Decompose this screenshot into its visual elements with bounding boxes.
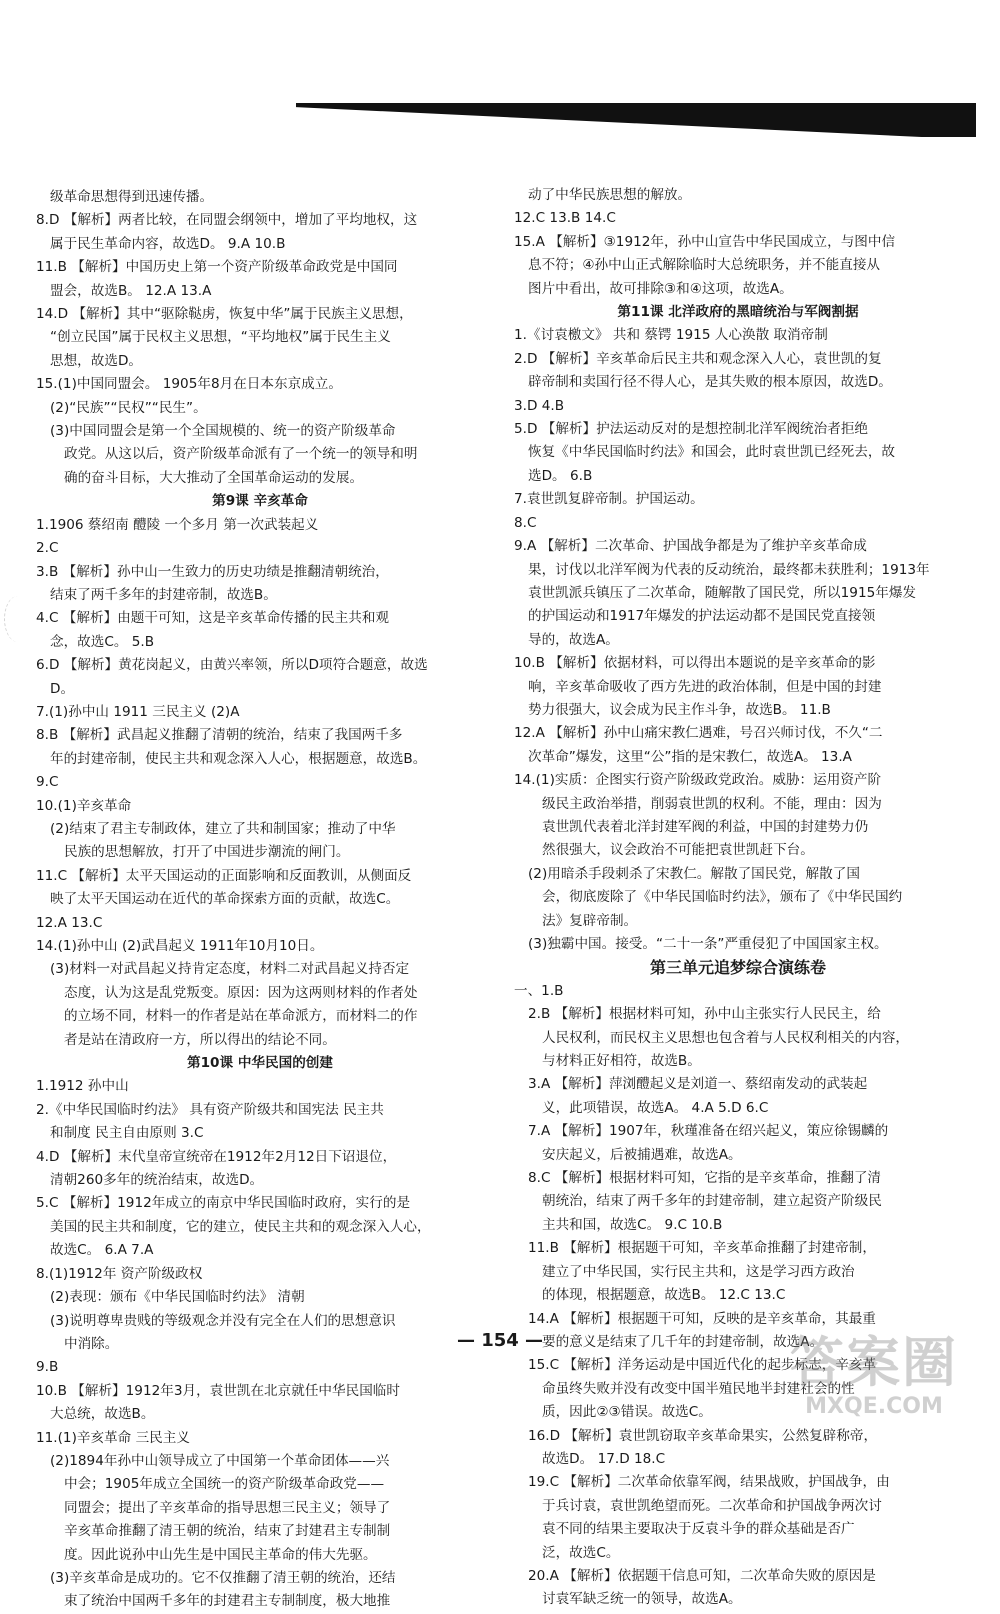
answer-line: 势力很强大，议会成为民主作斗争，故选B。 11.B (528, 701, 831, 718)
answer-line: 政党。从这以后，资产阶级革命派有了一个统一的领导和明 (64, 446, 418, 463)
answer-line: 12.C 13.B 14.C (514, 210, 616, 227)
answer-line: 图片中看出，故可排除③和④这项，故选A。 (528, 280, 793, 297)
answer-line: “创立民国”属于民权主义思想，“平均地权”属于民生主义 (50, 329, 391, 346)
answer-line: 10.(1)辛亥革命 (36, 797, 132, 814)
answer-line: 的体现，根据题意，故选B。 12.C 13.C (542, 1287, 786, 1304)
answer-line: 然很强大，议会政治不可能把袁世凯赶下台。 (542, 842, 814, 859)
answer-line: (3)辛亥革命是成功的。它不仅推翻了清王朝的统治，还结 (50, 1569, 396, 1586)
answer-line: 度。因此说孙中山先生是中国民主革命的伟大先驱。 (64, 1546, 377, 1563)
answer-line: 8.B 【解析】武昌起义推翻了清朝的统治，结束了我国两千多 (36, 727, 403, 744)
binding-mark (4, 596, 31, 642)
answer-line: 级民主政治举措，削弱袁世凯的权利。不能，理由：因为 (542, 795, 882, 812)
section-heading: 第9课 辛亥革命 (212, 493, 308, 510)
answer-line: 2.《中华民国临时约法》 具有资产阶级共和国宪法 民主共 (36, 1101, 384, 1118)
answer-line: 12.A 【解析】孙中山痛宋教仁遇难，号召兴师讨伐，不久“二 (514, 725, 883, 742)
answer-line: 5.C 【解析】1912年成立的南京中华民国临时政府，实行的是 (36, 1195, 411, 1212)
answer-line: 3.B 【解析】孙中山一生致力的历史功绩是推翻清朝统治， (36, 563, 389, 580)
answer-line: 结束了两千多年的封建帝制，故选B。 (50, 586, 277, 603)
answer-line: 14.(1)实质：企图实行资产阶级政党政治。威胁：运用资产阶 (514, 772, 882, 789)
answer-line: (3)独霸中国。接受。“二十一条”严重侵犯了中国国家主权。 (528, 936, 888, 952)
answer-line: 动了中华民族思想的解放。 (528, 187, 692, 203)
answer-line: 12.A 13.C (36, 914, 103, 931)
answer-line: 11.(1)辛亥革命 三民主义 (36, 1429, 190, 1446)
answer-line: 2.B 【解析】根据材料可知，孙中山主张实行人民民主，给 (528, 1006, 881, 1023)
answer-line: 故选C。 6.A 7.A (50, 1242, 154, 1259)
answer-line: 9.B (36, 1359, 59, 1376)
answer-line: 朝统治，结束了两千多年的封建帝制，建立起资产阶级民 (542, 1193, 882, 1210)
answer-line: (3)中国同盟会是第一个全国规模的、统一的资产阶级革命 (50, 423, 396, 440)
answer-line: (2)用暗杀手段刺杀了宋教仁。解散了国民党，解散了国 (528, 865, 860, 882)
answer-line: 映了太平天国运动在近代的革命探索方面的贡献，故选C。 (50, 891, 400, 908)
answer-line: 清朝260多年的统治结束，故选D。 (50, 1172, 264, 1189)
answer-line: 的立场不同，材料一的作者是站在革命派方，而材料二的作 (64, 1008, 418, 1025)
answer-line: 袁不同的结果主要取决于反袁斗争的群众基础是否广 (542, 1521, 855, 1538)
answer-line: 8.(1)1912年 资产阶级政权 (36, 1265, 203, 1282)
answer-line: 1.1906 蔡绍南 醴陵 一个多月 第一次武装起义 (36, 516, 319, 533)
watermark-logo-text: 答案圈 (790, 1331, 958, 1394)
answer-line: (2)1894年孙中山领导成立了中国第一个革命团体——兴 (50, 1452, 390, 1469)
answer-line: 故选D。 17.D 18.C (542, 1450, 666, 1467)
answer-line: 和制度 民主自由原则 3.C (50, 1125, 204, 1142)
answer-line: 人民权利，而民权主义思想也包含着与人民权利相关的内容， (542, 1029, 910, 1046)
answer-line: (2)结束了君主专制政体，建立了共和制国家；推动了中华 (50, 820, 396, 837)
answer-line: 级革命思想得到迅速传播。 (50, 189, 214, 205)
answer-line: 导的，故选A。 (528, 631, 619, 648)
answer-line: 15.(1)中国同盟会。 1905年8月在日本东京成立。 (36, 376, 342, 393)
site-watermark (784, 1333, 964, 1443)
answer-line: 念，故选C。 5.B (50, 633, 155, 650)
answer-line: 8.C (514, 514, 537, 531)
answer-line: 质，因此②③错误。故选C。 (542, 1404, 712, 1421)
answer-line: 19.C 【解析】二次革命依靠军阀，结果战败，护国战争，由 (528, 1474, 890, 1491)
page-number: — 154 — (456, 1330, 544, 1351)
answer-line: 9.A 【解析】二次革命、护国战争都是为了维护辛亥革命成 (514, 538, 867, 555)
answer-line: 袁世凯派兵镇压了二次革命，随解散了国民党，所以1915年爆发 (528, 584, 917, 601)
answer-line: 主共和国，故选C。 9.C 10.B (542, 1216, 723, 1233)
answer-line: 8.C 【解析】根据材料可知，它指的是辛亥革命，推翻了清 (528, 1170, 882, 1187)
answer-line: 8.D 【解析】两者比较，在同盟会纲领中，增加了平均地权，这 (36, 212, 418, 229)
answer-line: 14.(1)孙中山 (2)武昌起义 1911年10月10日。 (36, 938, 324, 954)
answer-line: 民族的思想解放，打开了中国进步潮流的闸门。 (64, 844, 350, 861)
answer-line: 义，此项错误，故选A。 4.A 5.D 6.C (542, 1099, 769, 1116)
answer-line: 一、1.B (514, 982, 564, 999)
answer-line: 15.C 【解析】洋务运动是中国近代化的起步标志，辛亥革 (528, 1357, 877, 1374)
answer-line: 选D。 6.B (528, 467, 593, 484)
answer-line: (2)表现：颁布《中华民国临时约法》 清朝 (50, 1289, 305, 1306)
answer-line: 2.C (36, 540, 59, 557)
answer-line: 与材料正好相符，故选B。 (542, 1053, 701, 1070)
answer-line: 1.《讨袁檄文》 共和 蔡锷 1915 人心涣散 取消帝制 (514, 327, 828, 344)
answer-line: 属于民生革命内容，故选D。 9.A 10.B (50, 235, 286, 252)
answer-line: (3)说明尊卑贵贱的等级观念并没有完全在人们的思想意识 (50, 1312, 396, 1329)
answer-line: 15.A 【解析】③1912年，孙中山宣告中华民国成立，与图中信 (514, 233, 896, 250)
answer-line: 果，讨伐以北洋军阀为代表的反动统治，最终都未获胜利；1913年 (528, 561, 930, 578)
answer-line: 束了统治中国两千多年的封建君主专制制度，极大地推 (64, 1593, 391, 1610)
answer-line: 1.1912 孙中山 (36, 1078, 129, 1095)
answer-line: 泛，故选C。 (542, 1544, 620, 1561)
answer-line: 态度，认为这是乱党叛变。原因：因为这两则材料的作者处 (64, 984, 418, 1001)
answer-line: 14.D 【解析】其中“驱除鞑虏，恢复中华”属于民族主义思想， (36, 306, 413, 323)
answer-line: (2)“民族”“民权”“民生”。 (50, 399, 207, 416)
section-heading: 第10课 中华民国的创建 (187, 1055, 333, 1072)
answer-line: 10.B 【解析】依据材料，可以得出本题说的是辛亥革命的影 (514, 655, 876, 672)
answer-line: (3)材料一对武昌起义持肯定态度，材料二对武昌起义持否定 (50, 961, 410, 978)
answer-column-left (36, 186, 484, 1614)
answer-line: 5.D 【解析】护法运动反对的是想控制北洋军阀统治者拒绝 (514, 421, 869, 438)
answer-line: 恢复《中华民国临时约法》和国会，此时袁世凯已经死去，故 (528, 444, 896, 461)
answer-line: 中会；1905年成立全国统一的资产阶级革命政党—— (64, 1476, 385, 1493)
answer-line: 4.C 【解析】由题干可知，这是辛亥革命传播的民主共和观 (36, 610, 390, 627)
answer-line: 9.C (36, 774, 59, 791)
header-black-band (296, 103, 976, 137)
answer-line: 同盟会；提出了辛亥革命的指导思想三民主义；领导了 (64, 1499, 391, 1516)
answer-line: 确的奋斗目标，大大推动了全国革命运动的发展。 (64, 469, 364, 486)
answer-line: 7.A 【解析】1907年，秋瑾准备在绍兴起义，策应徐锡麟的 (528, 1123, 889, 1140)
answer-line: 11.B 【解析】根据题干可知，辛亥革命推翻了封建帝制， (528, 1240, 876, 1257)
answer-line: 安庆起义，后被捕遇难，故选A。 (542, 1146, 742, 1163)
answer-line: 思想，故选D。 (50, 352, 143, 369)
answer-line: 美国的民主共和制度，它的建立，使民主共和的观念深入人心， (50, 1218, 431, 1235)
answer-line: 16.D 【解析】袁世凯窃取辛亥革命果实，公然复辟称帝， (528, 1427, 878, 1444)
answer-line: 3.D 4.B (514, 397, 565, 414)
section-heading: 第11课 北洋政府的黑暗统治与军阀割据 (617, 304, 859, 321)
answer-line: 要的意义是结束了几千年的封建帝制，故选A。 (542, 1333, 824, 1350)
answer-line: 14.A 【解析】根据题干可知，反映的是辛亥革命，其最重 (528, 1310, 876, 1327)
answer-line: 中消除。 (64, 1335, 119, 1352)
answer-line: 11.C 【解析】太平天国运动的正面影响和反面教训，从侧面反 (36, 867, 412, 884)
answer-line: 年的封建帝制，使民主共和观念深入人心，根据题意，故选B。 (50, 750, 427, 767)
answer-line: 者是站在清政府一方，所以得出的结论不同。 (64, 1031, 336, 1048)
answer-line: 辟帝制和卖国行径不得人心，是其失败的根本原因，故选D。 (528, 374, 892, 391)
answer-line: 会，彻底废除了《中华民国临时约法》，颁布了《中华民国约 (542, 889, 903, 906)
answer-line: 10.B 【解析】1912年3月，袁世凯在北京就任中华民国临时 (36, 1382, 400, 1399)
answer-line: 的护国运动和1917年爆发的护法运动都不是国民党直接领 (528, 608, 876, 625)
answer-line: 命虽终失败并没有改变中国半殖民地半封建社会的性 (542, 1380, 855, 1397)
answer-line: 7.(1)孙中山 1911 三民主义 (2)A (36, 703, 240, 720)
answer-line: 4.D 【解析】末代皇帝宣统帝在1912年2月12日下诏退位， (36, 1148, 397, 1165)
answer-line: 大总统，故选B。 (50, 1406, 155, 1423)
answer-line: 法》复辟帝制。 (542, 912, 638, 929)
answer-line: 响，辛亥革命吸收了西方先进的政治体制，但是中国的封建 (528, 678, 882, 695)
answer-line: 6.D 【解析】黄花岗起义，由黄兴率领，所以D项符合题意，故选 (36, 657, 428, 674)
watermark-url: MXQE.COM (805, 1394, 943, 1419)
answer-line: 袁世凯代表着北洋封建军阀的利益，中国的封建势力仍 (542, 818, 869, 835)
answer-line: 盟会，故选B。 12.A 13.A (50, 282, 212, 299)
answer-line: 2.D 【解析】辛亥革命后民主共和观念深入人心，袁世凯的复 (514, 350, 882, 367)
answer-line: 于兵讨袁，袁世凯绝望而死。二次革命和护国战争两次讨 (542, 1497, 882, 1514)
answer-line: D。 (50, 680, 75, 697)
answer-line: 息不符；④孙中山正式解除临时大总统职务，并不能直接从 (528, 257, 881, 274)
answer-line: 3.A 【解析】萍浏醴起义是刘道一、蔡绍南发动的武装起 (528, 1076, 868, 1093)
answer-line: 讨袁军缺乏统一的领导，故选A。 (542, 1591, 742, 1608)
answer-line: 辛亥革命推翻了清王朝的统治，结束了封建君主专制制 (64, 1523, 391, 1540)
answer-line: 20.A 【解析】依据题干信息可知，二次革命失败的原因是 (528, 1567, 876, 1584)
answer-line: 次革命”爆发，这里“公”指的是宋教仁，故选A。 13.A (528, 748, 852, 765)
section-heading: 第三单元追梦综合演练卷 (649, 958, 826, 978)
answer-line: 建立了中华民国，实行民主共和，这是学习西方政治 (542, 1263, 855, 1280)
answer-line: 7.袁世凯复辟帝制。护国运动。 (514, 491, 704, 508)
answer-line: 11.B 【解析】中国历史上第一个资产阶级革命政党是中国同 (36, 259, 398, 276)
